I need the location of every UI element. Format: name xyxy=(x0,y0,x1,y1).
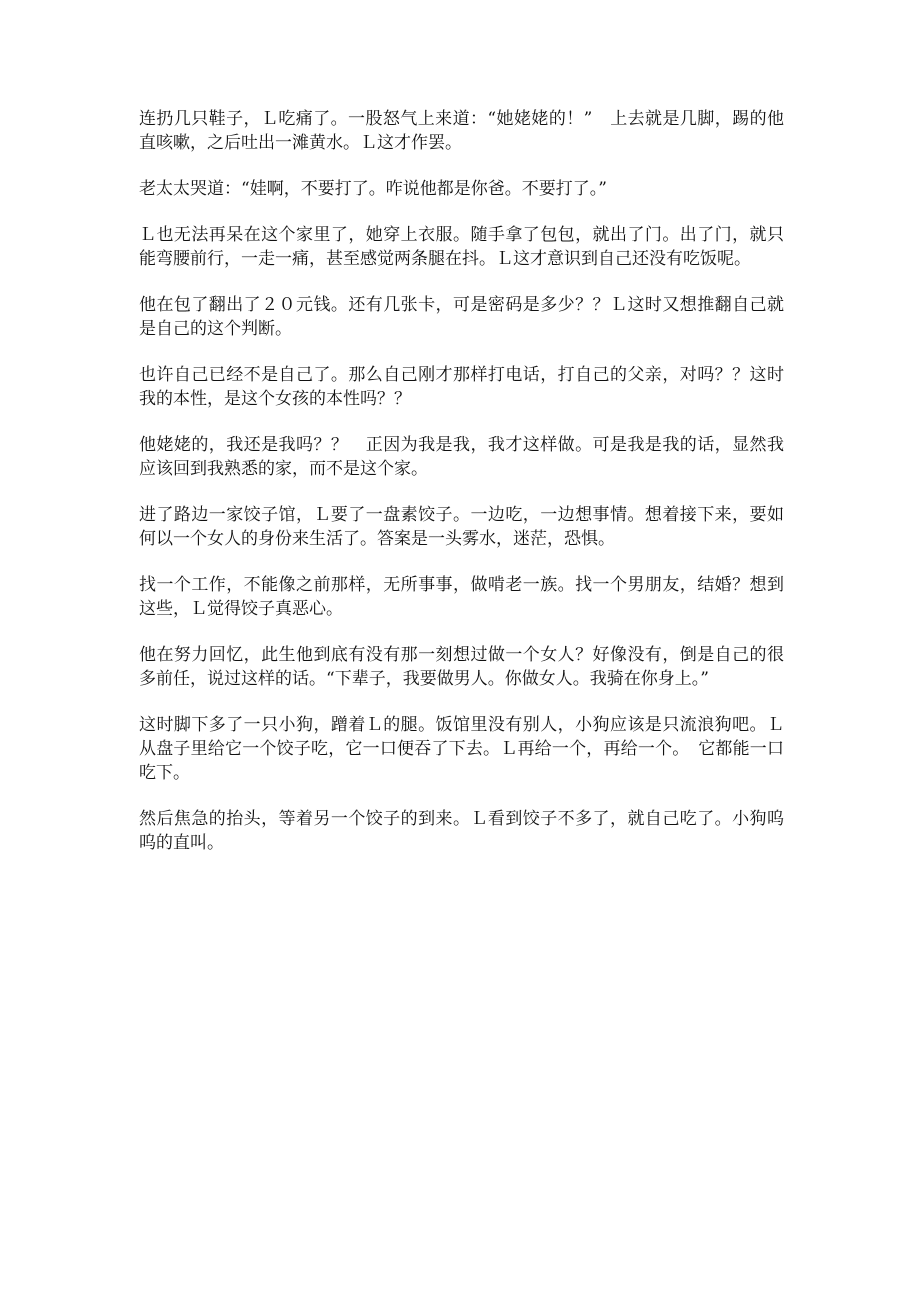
paragraph-6: 他姥姥的，我还是我吗？？ 正因为我是我，我才这样做。可是我是我的话，显然我应该回到我熟悉的家，而不是这个家。 xyxy=(139,435,784,479)
document-body xyxy=(139,107,784,877)
paragraph-3: Ｌ也无法再呆在这个家里了，她穿上衣服。随手拿了包包，就出了门。出了门，就只能弯腰前行，一走一痛，甚至感觉两条腿在抖。Ｌ这才意识到自己还没有吃饭呢。 xyxy=(139,225,784,269)
paragraph-7: 进了路边一家饺子馆，Ｌ要了一盘素饺子。一边吃，一边想事情。想着接下来，要如何以一个女人的身份来生活了。答案是一头雾水，迷茫，恐惧。 xyxy=(139,505,784,549)
paragraph-1: 连扔几只鞋子，Ｌ吃痛了。一股怒气上来道：“她姥姥的！” 上去就是几脚，踢的他直咳嗽，之后吐出一滩黄水。Ｌ这才作罢。 xyxy=(139,109,784,153)
paragraph-4: 他在包了翻出了２０元钱。还有几张卡，可是密码是多少？？Ｌ这时又想推翻自己就是自己的这个判断。 xyxy=(139,295,784,339)
paragraph-8: 找一个工作，不能像之前那样，无所事事，做啃老一族。找一个男朋友，结婚？想到这些，Ｌ觉得饺子真恶心。 xyxy=(139,575,784,619)
paragraph-5: 也许自己已经不是自己了。那么自己刚才那样打电话，打自己的父亲，对吗？？这时我的本性，是这个女孩的本性吗？？ xyxy=(139,365,784,409)
paragraph-11: 然后焦急的抬头，等着另一个饺子的到来。Ｌ看到饺子不多了，就自己吃了。小狗呜呜的直叫。 xyxy=(139,809,784,853)
paragraph-2: 老太太哭道：“娃啊，不要打了。咋说他都是你爸。不要打了。” xyxy=(139,179,607,199)
paragraph-9: 他在努力回忆，此生他到底有没有那一刻想过做一个女人？好像没有，倒是自己的很多前任，说过这样的话。“下辈子，我要做男人。你做女人。我骑在你身上。” xyxy=(139,645,784,689)
paragraph-10: 这时脚下多了一只小狗，蹭着Ｌ的腿。饭馆里没有别人，小狗应该是只流浪狗吧。Ｌ从盘子里给它一个饺子吃，它一口便吞了下去。Ｌ再给一个，再给一个。 它都能一口吃下。 xyxy=(139,715,784,783)
